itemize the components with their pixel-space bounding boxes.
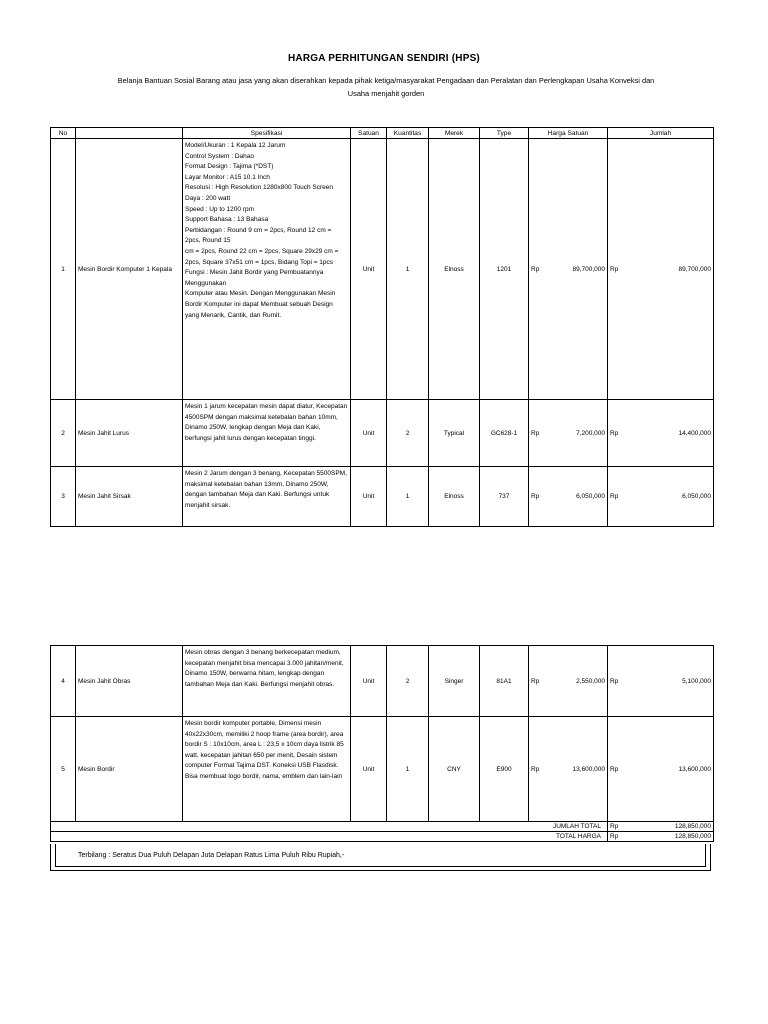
row-merek: CNY xyxy=(429,717,480,822)
row-item-name: Mesin Jahit Sirsak xyxy=(76,467,183,527)
spec-line: Daya : 200 watt xyxy=(185,194,231,202)
row-kuantitas: 2 xyxy=(387,400,429,467)
row-item-name: Mesin Jahit Lurus xyxy=(76,400,183,467)
terbilang-box xyxy=(50,844,711,871)
row-harga-rp: Rp xyxy=(529,646,549,717)
row-harga-rp: Rp xyxy=(529,139,549,400)
row-no: 2 xyxy=(51,400,76,467)
table-row xyxy=(51,400,714,467)
header-merek: Merek xyxy=(429,128,480,139)
row-jumlah: 14,400,000 xyxy=(628,400,714,467)
jumlah-total-label: JUMLAH TOTAL xyxy=(51,822,608,832)
spec-line: Komputer atau Mesin. Dengan Menggunakan Mesin xyxy=(185,290,336,298)
row-harga-rp: Rp xyxy=(529,400,549,467)
header-satuan: Satuan xyxy=(351,128,387,139)
header-no: No xyxy=(51,128,76,139)
spec-line: Layar Monitor : A15 10.1 Inch xyxy=(185,173,270,181)
row-harga-satuan: 6,050,000 xyxy=(549,467,608,527)
jumlah-total-row xyxy=(51,822,714,832)
header-item-name xyxy=(76,128,183,139)
table-row xyxy=(51,717,714,822)
spec-line: Resolusi : High Resolution 1280x800 Touch Screen xyxy=(185,184,334,192)
row-type: GC628-1 xyxy=(480,400,529,467)
hps-table-part-2 xyxy=(50,645,714,842)
row-merek: Singer xyxy=(429,646,480,717)
row-harga-satuan: 2,550,000 xyxy=(549,646,608,717)
spec-line: cm = 2pcs, Round 22 cm = 2pcs, Square 29x29 cm = xyxy=(185,247,339,255)
header-harga-satuan: Harga Satuan xyxy=(529,128,608,139)
row-harga-rp: Rp xyxy=(529,467,549,527)
row-no: 3 xyxy=(51,467,76,527)
row-item-name: Mesin Bordir xyxy=(76,717,183,822)
header-type: Type xyxy=(480,128,529,139)
row-satuan: Unit xyxy=(351,717,387,822)
row-spec: Mesin 2 Jarum dengan 3 benang, Kecepatan 5500SPM, maksimal ketebalan bahan 13mm, Dinamo 250W, dengan tambahan Meja dan Kaki. Berfungsi untuk menjahit sirsak. xyxy=(183,467,351,527)
row-jumlah-rp: Rp xyxy=(608,400,628,467)
page-title: HARGA PERHITUNGAN SENDIRI (HPS) xyxy=(288,53,480,64)
row-item-name: Mesin Bordir Komputer 1 Kepala xyxy=(76,139,183,400)
row-merek: Typical xyxy=(429,400,480,467)
header-kuantitas: Kuantitas xyxy=(387,128,429,139)
spec-line: Speed : Up to 1200 rpm xyxy=(185,205,255,213)
row-satuan: Unit xyxy=(351,467,387,527)
row-jumlah: 13,600,000 xyxy=(628,717,714,822)
row-jumlah-rp: Rp xyxy=(608,717,628,822)
row-jumlah-rp: Rp xyxy=(608,139,628,400)
row-no: 4 xyxy=(51,646,76,717)
row-kuantitas: 1 xyxy=(387,467,429,527)
spec-line: yang Menarik, Cantik, dan Rumit. xyxy=(185,311,282,319)
row-kuantitas: 1 xyxy=(387,717,429,822)
spec-line: Format Design : Tajima (*DST) xyxy=(185,163,274,171)
page-subtitle xyxy=(56,74,716,100)
row-no: 1 xyxy=(51,139,76,400)
row-jumlah: 5,100,000 xyxy=(628,646,714,717)
row-jumlah-rp: Rp xyxy=(608,467,628,527)
terbilang-text: Terbilang : Seratus Dua Puluh Delapan Juta Delapan Ratus Lima Puluh Ribu Rupiah,- xyxy=(55,844,706,867)
row-jumlah: 89,700,000 xyxy=(628,139,714,400)
row-jumlah: 6,050,000 xyxy=(628,467,714,527)
row-type: 737 xyxy=(480,467,529,527)
subtitle-line-1: Belanja Bantuan Sosial Barang atau jasa yang akan diserahkan kepada pihak ketiga/masyarakat Pengadaan dan Peralatan dan Perlengkapan Usaha Konveksi dan xyxy=(117,76,655,85)
row-kuantitas: 1 xyxy=(387,139,429,400)
row-satuan: Unit xyxy=(351,139,387,400)
total-harga-row xyxy=(51,832,714,842)
spec-line: Control System : Dahao xyxy=(185,152,255,160)
spec-line: Support Bahasa : 13 Bahasa xyxy=(185,216,269,224)
row-satuan: Unit xyxy=(351,400,387,467)
jumlah-total-value: 128,850,000 xyxy=(628,822,714,832)
spec-line: Fungsi : Mesin Jahit Bordir yang Pembuatannya Menggunakan xyxy=(185,269,324,287)
row-type: E900 xyxy=(480,717,529,822)
row-no: 5 xyxy=(51,717,76,822)
row-merek: Elnoss xyxy=(429,467,480,527)
total-harga-value: 128,850,000 xyxy=(628,832,714,842)
row-jumlah-rp: Rp xyxy=(608,646,628,717)
table-row xyxy=(51,646,714,717)
row-spec xyxy=(183,139,351,400)
row-type: 81A1 xyxy=(480,646,529,717)
row-satuan: Unit xyxy=(351,646,387,717)
row-type: 1201 xyxy=(480,139,529,400)
row-spec: Mesin 1 jarum kecepatan mesin dapat diatur, Kecepatan 4500SPM dengan maksimal ketebalan bahan 10mm, Dinamo 250W, lengkap dengan Meja dan Kaki, berfungsi jahit lurus dengan kecepatan tinggi. xyxy=(183,400,351,467)
row-harga-rp: Rp xyxy=(529,717,549,822)
total-harga-label: TOTAL HARGA xyxy=(51,832,608,842)
total-harga-rp: Rp xyxy=(608,832,628,842)
spec-line: Model/Ukuran : 1 Kepala 12 Jarum xyxy=(185,142,286,149)
header-spesifikasi: Spesifikasi xyxy=(183,128,351,139)
row-spec: Mesin bordir komputer portable, Dimensi mesin 40x22x30cm, memiliki 2 hoop frame (area bordir), area bordir S : 10x10cm, area L : 23,5 x 10cm daya listrik 85 watt, kecepatan jahitan 650 per menit, Desain sistem computer Format Tajima DST. Koneksi USB Flasdisk. Bisa membuat logo bordir, nama, emblem dan lain-lain xyxy=(183,717,351,822)
row-spec: Mesin obras dengan 3 benang berkecepatan medium, kecepatan menjahit bisa mencapai 3.000 jahitan/menit, Dinamo 150W, berwarna hitam, lengkap dengan tambahan Meja dan Kaki. Berfungsi menjahit obras. xyxy=(183,646,351,717)
row-harga-satuan: 89,700,000 xyxy=(549,139,608,400)
spec-line: 2pcs, Square 37x51 cm = 1pcs, Bidang Topi = 1pcs xyxy=(185,258,334,266)
jumlah-total-rp: Rp xyxy=(608,822,628,832)
spec-line: Bordir Komputer ini dapat Membuat sebuah Design xyxy=(185,300,333,308)
row-harga-satuan: 13,600,000 xyxy=(549,717,608,822)
row-item-name: Mesin Jahit Obras xyxy=(76,646,183,717)
row-merek: Elnoss xyxy=(429,139,480,400)
hps-table-part-1 xyxy=(50,127,714,527)
table-row xyxy=(51,467,714,527)
row-harga-satuan: 7,200,000 xyxy=(549,400,608,467)
row-kuantitas: 2 xyxy=(387,646,429,717)
subtitle-line-2: Usaha menjahit gorden xyxy=(347,89,425,98)
table-header-row xyxy=(51,128,714,139)
header-jumlah: Jumlah xyxy=(608,128,714,139)
spec-line: Perbidangan : Round 9 cm = 2pcs, Round 12 cm = 2pcs, Round 15 xyxy=(185,226,332,245)
table-row xyxy=(51,139,714,400)
